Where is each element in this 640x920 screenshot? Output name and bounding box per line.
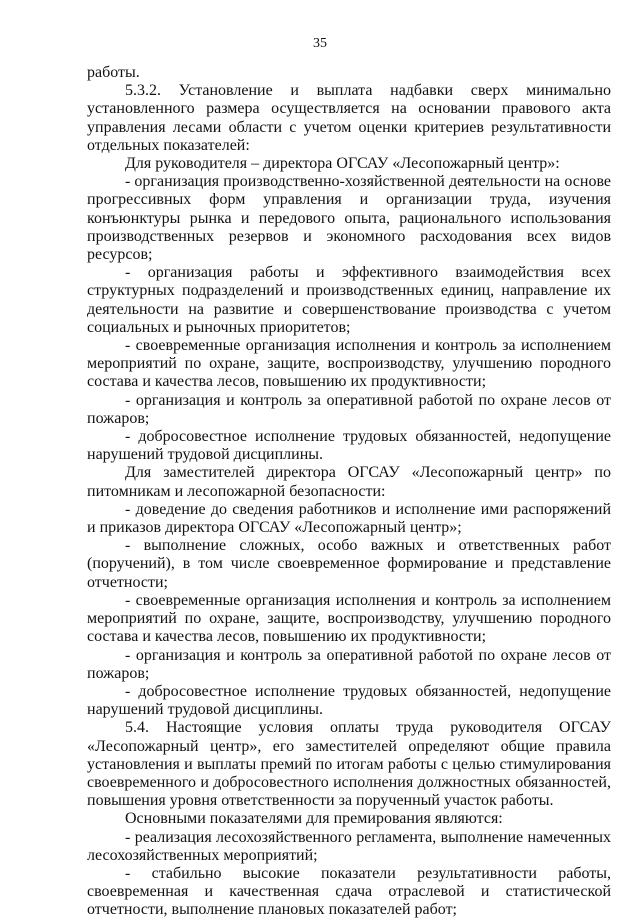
paragraph-5-4: 5.4. Настоящие условия оплаты труда руководителя ОГСАУ «Лесопожарный центр», его заместителей определяют общие правила установления и выплаты премий по итогам работы с целью стимулирования своевременного и добросовестного исполнения должностных обязанностей, повышения уровня ответственности за порученный участок работы. — [87, 719, 611, 810]
list-item: - организация и контроль за оперативной работой по охране лесов от пожаров; — [87, 391, 611, 427]
document-body — [87, 64, 611, 920]
paragraph-5-3-2: 5.3.2. Установление и выплата надбавки сверх минимально установленного размера осуществляется на основании правового акта управления лесами области с учетом оценки критериев результативности отдельных показателей: — [87, 82, 611, 154]
list-item: - реализация лесохозяйственного регламента, выполнение намеченных лесохозяйственных мероприятий; — [87, 828, 611, 864]
list-item: - своевременные организация исполнения и контроль за исполнением мероприятий по охране, защите, воспроизводству, улучшению породного состава и качества лесов, повышению их продуктивности; — [87, 337, 611, 391]
list-item: - стабильно высокие показатели результативности работы, своевременная и качественная сдача отраслевой и статистической отчетности, выполнение плановых показателей работ; — [87, 864, 611, 919]
page-number: 35 — [313, 36, 327, 51]
list-item: - добросовестное исполнение трудовых обязанностей, недопущение нарушений трудовой дисциплины. — [87, 428, 611, 464]
list-item: - организация работы и эффективного взаимодействия всех структурных подразделений и производственных единиц, направление их деятельности на развитие и совершенствование производства с учетом социальных и рыночных приоритетов; — [87, 264, 611, 336]
list-item: - организация и контроль за оперативной работой по охране лесов от пожаров; — [87, 646, 611, 682]
paragraph-deputies-heading: Для заместителей директора ОГСАУ «Лесопожарный центр» по питомникам и лесопожарной безопасности: — [87, 464, 611, 500]
list-item: - добросовестное исполнение трудовых обязанностей, недопущение нарушений трудовой дисциплины. — [87, 682, 611, 719]
paragraph-continuation: работы. — [87, 64, 140, 81]
list-item: - своевременные организация исполнения и контроль за исполнением мероприятий по охране, защите, воспроизводству, улучшению породного состава и качества лесов, повышению их продуктивности; — [87, 591, 611, 646]
list-item: - организация производственно-хозяйственной деятельности на основе прогрессивных форм управления и организации труда, изучения конъюнктуры рынка и передового опыта, рационального использования производственных резервов и экономного расходования всех видов ресурсов; — [87, 173, 611, 264]
paragraph-bonus-indicators-heading: Основными показателями для премирования являются: — [125, 810, 503, 828]
paragraph-director-heading: Для руководителя – директора ОГСАУ «Лесопожарный центр»: — [125, 155, 560, 173]
list-item: - выполнение сложных, особо важных и ответственных работ (поручений), в том числе своевременное формирование и представление отчетности; — [87, 537, 611, 591]
list-item: - доведение до сведения работников и исполнение ими распоряжений и приказов директора ОГСАУ «Лесопожарный центр»; — [87, 500, 611, 537]
